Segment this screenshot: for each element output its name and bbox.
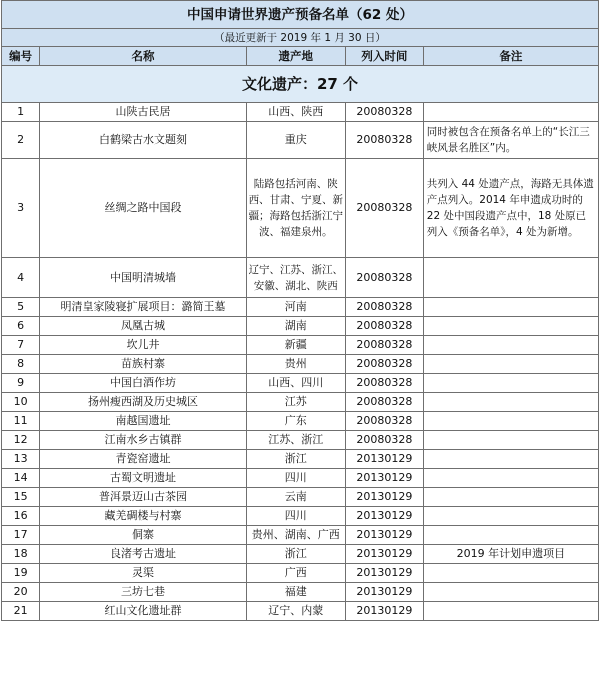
cell-no: 5 xyxy=(2,298,40,317)
table-row xyxy=(2,317,599,336)
cell-name: 灵渠 xyxy=(40,564,246,583)
cell-no: 1 xyxy=(2,103,40,122)
cell-note xyxy=(423,374,598,393)
cell-name: 中国明清城墙 xyxy=(40,258,246,298)
cell-date: 20130129 xyxy=(346,507,424,526)
cell-note xyxy=(423,336,598,355)
cell-place: 浙江 xyxy=(246,450,345,469)
cell-note: 2019 年计划申遗项目 xyxy=(423,545,598,564)
cell-name: 江南水乡古镇群 xyxy=(40,431,246,450)
heritage-table xyxy=(1,0,599,621)
cell-place: 四川 xyxy=(246,469,345,488)
cell-note xyxy=(423,393,598,412)
cell-date: 20080328 xyxy=(346,412,424,431)
cell-no: 21 xyxy=(2,602,40,621)
cell-no: 20 xyxy=(2,583,40,602)
column-header-place: 遗产地 xyxy=(246,47,345,66)
cell-place: 广西 xyxy=(246,564,345,583)
cell-name: 明清皇家陵寝扩展项目：潞简王墓 xyxy=(40,298,246,317)
cell-name: 藏羌碉楼与村寨 xyxy=(40,507,246,526)
cell-date: 20130129 xyxy=(346,450,424,469)
table-row xyxy=(2,488,599,507)
cell-note xyxy=(423,564,598,583)
table-row xyxy=(2,355,599,374)
table-row xyxy=(2,412,599,431)
cell-no: 11 xyxy=(2,412,40,431)
column-header-date: 列入时间 xyxy=(346,47,424,66)
cell-name: 普洱景迈山古茶园 xyxy=(40,488,246,507)
cell-place: 贵州、湖南、广西 xyxy=(246,526,345,545)
cell-name: 红山文化遗址群 xyxy=(40,602,246,621)
cell-place: 陆路包括河南、陕西、甘肃、宁夏、新疆；海路包括浙江宁波、福建泉州。 xyxy=(246,159,345,258)
cell-name: 苗族村寨 xyxy=(40,355,246,374)
update-date: （最近更新于 2019 年 1 月 30 日） xyxy=(2,29,599,47)
cell-note xyxy=(423,488,598,507)
table-row xyxy=(2,469,599,488)
table-row xyxy=(2,564,599,583)
cell-place: 浙江 xyxy=(246,545,345,564)
cell-place: 广东 xyxy=(246,412,345,431)
cell-date: 20130129 xyxy=(346,526,424,545)
table-row xyxy=(2,336,599,355)
cell-name: 白鹤梁古水文题刻 xyxy=(40,122,246,159)
cell-place: 湖南 xyxy=(246,317,345,336)
table-row xyxy=(2,507,599,526)
cell-name: 古蜀文明遗址 xyxy=(40,469,246,488)
cell-date: 20130129 xyxy=(346,469,424,488)
cell-no: 3 xyxy=(2,159,40,258)
cell-note xyxy=(423,103,598,122)
cell-no: 18 xyxy=(2,545,40,564)
cell-place: 福建 xyxy=(246,583,345,602)
cell-place: 辽宁、内蒙 xyxy=(246,602,345,621)
cell-date: 20080328 xyxy=(346,317,424,336)
cell-no: 15 xyxy=(2,488,40,507)
cell-no: 6 xyxy=(2,317,40,336)
cell-note xyxy=(423,507,598,526)
cell-name: 坎儿井 xyxy=(40,336,246,355)
cell-no: 9 xyxy=(2,374,40,393)
cell-place: 新疆 xyxy=(246,336,345,355)
cell-place: 重庆 xyxy=(246,122,345,159)
table-row xyxy=(2,450,599,469)
cell-date: 20080328 xyxy=(346,431,424,450)
table-row xyxy=(2,602,599,621)
cell-no: 12 xyxy=(2,431,40,450)
cell-place: 贵州 xyxy=(246,355,345,374)
cell-no: 2 xyxy=(2,122,40,159)
cell-name: 山陕古民居 xyxy=(40,103,246,122)
table-row xyxy=(2,374,599,393)
cell-no: 10 xyxy=(2,393,40,412)
cell-name: 良渚考古遗址 xyxy=(40,545,246,564)
cell-note xyxy=(423,583,598,602)
table-row xyxy=(2,583,599,602)
table-row xyxy=(2,393,599,412)
cell-place: 云南 xyxy=(246,488,345,507)
cell-name: 中国白酒作坊 xyxy=(40,374,246,393)
cell-date: 20130129 xyxy=(346,488,424,507)
cell-no: 14 xyxy=(2,469,40,488)
cell-no: 13 xyxy=(2,450,40,469)
cell-date: 20130129 xyxy=(346,583,424,602)
cell-note xyxy=(423,258,598,298)
cell-date: 20080328 xyxy=(346,103,424,122)
table-row xyxy=(2,526,599,545)
cell-name: 凤凰古城 xyxy=(40,317,246,336)
cell-date: 20080328 xyxy=(346,258,424,298)
cell-place: 辽宁、江苏、浙江、安徽、湖北、陕西 xyxy=(246,258,345,298)
cell-place: 四川 xyxy=(246,507,345,526)
cell-note xyxy=(423,602,598,621)
cell-date: 20080328 xyxy=(346,122,424,159)
cell-date: 20080328 xyxy=(346,374,424,393)
cell-place: 河南 xyxy=(246,298,345,317)
cell-note: 共列入 44 处遗产点，海路无具体遗产点列入。2014 年申遗成功时的 22 处中国段遗产点中，18 处原已列入《预备名单》，4 处为新增。 xyxy=(423,159,598,258)
cell-date: 20080328 xyxy=(346,355,424,374)
cell-date: 20080328 xyxy=(346,393,424,412)
cell-note xyxy=(423,469,598,488)
table-row xyxy=(2,298,599,317)
cell-place: 江苏、浙江 xyxy=(246,431,345,450)
cell-no: 8 xyxy=(2,355,40,374)
cell-name: 三坊七巷 xyxy=(40,583,246,602)
cell-note: 同时被包含在预备名单上的“长江三峡风景名胜区”内。 xyxy=(423,122,598,159)
cell-no: 7 xyxy=(2,336,40,355)
cell-date: 20080328 xyxy=(346,336,424,355)
cell-note xyxy=(423,317,598,336)
table-row xyxy=(2,103,599,122)
table-row xyxy=(2,258,599,298)
cell-date: 20130129 xyxy=(346,545,424,564)
cell-name: 扬州瘦西湖及历史城区 xyxy=(40,393,246,412)
table-row xyxy=(2,431,599,450)
section-heading: 文化遗产：27 个 xyxy=(2,66,599,103)
cell-name: 丝绸之路中国段 xyxy=(40,159,246,258)
cell-note xyxy=(423,355,598,374)
cell-name: 侗寨 xyxy=(40,526,246,545)
cell-name: 南越国遗址 xyxy=(40,412,246,431)
cell-note xyxy=(423,526,598,545)
cell-note xyxy=(423,412,598,431)
table-row xyxy=(2,545,599,564)
column-header-no: 编号 xyxy=(2,47,40,66)
cell-no: 19 xyxy=(2,564,40,583)
cell-no: 4 xyxy=(2,258,40,298)
cell-no: 17 xyxy=(2,526,40,545)
cell-place: 山西、四川 xyxy=(246,374,345,393)
cell-note xyxy=(423,450,598,469)
column-header-note: 备注 xyxy=(423,47,598,66)
cell-note xyxy=(423,298,598,317)
cell-place: 江苏 xyxy=(246,393,345,412)
cell-no: 16 xyxy=(2,507,40,526)
cell-place: 山西、陕西 xyxy=(246,103,345,122)
cell-date: 20130129 xyxy=(346,602,424,621)
cell-date: 20080328 xyxy=(346,298,424,317)
cell-date: 20130129 xyxy=(346,564,424,583)
cell-note xyxy=(423,431,598,450)
table-row xyxy=(2,122,599,159)
cell-name: 青瓷窑遗址 xyxy=(40,450,246,469)
table-row xyxy=(2,159,599,258)
column-header-name: 名称 xyxy=(40,47,246,66)
page-title: 中国申请世界遗产预备名单（62 处） xyxy=(2,1,599,29)
cell-date: 20080328 xyxy=(346,159,424,258)
